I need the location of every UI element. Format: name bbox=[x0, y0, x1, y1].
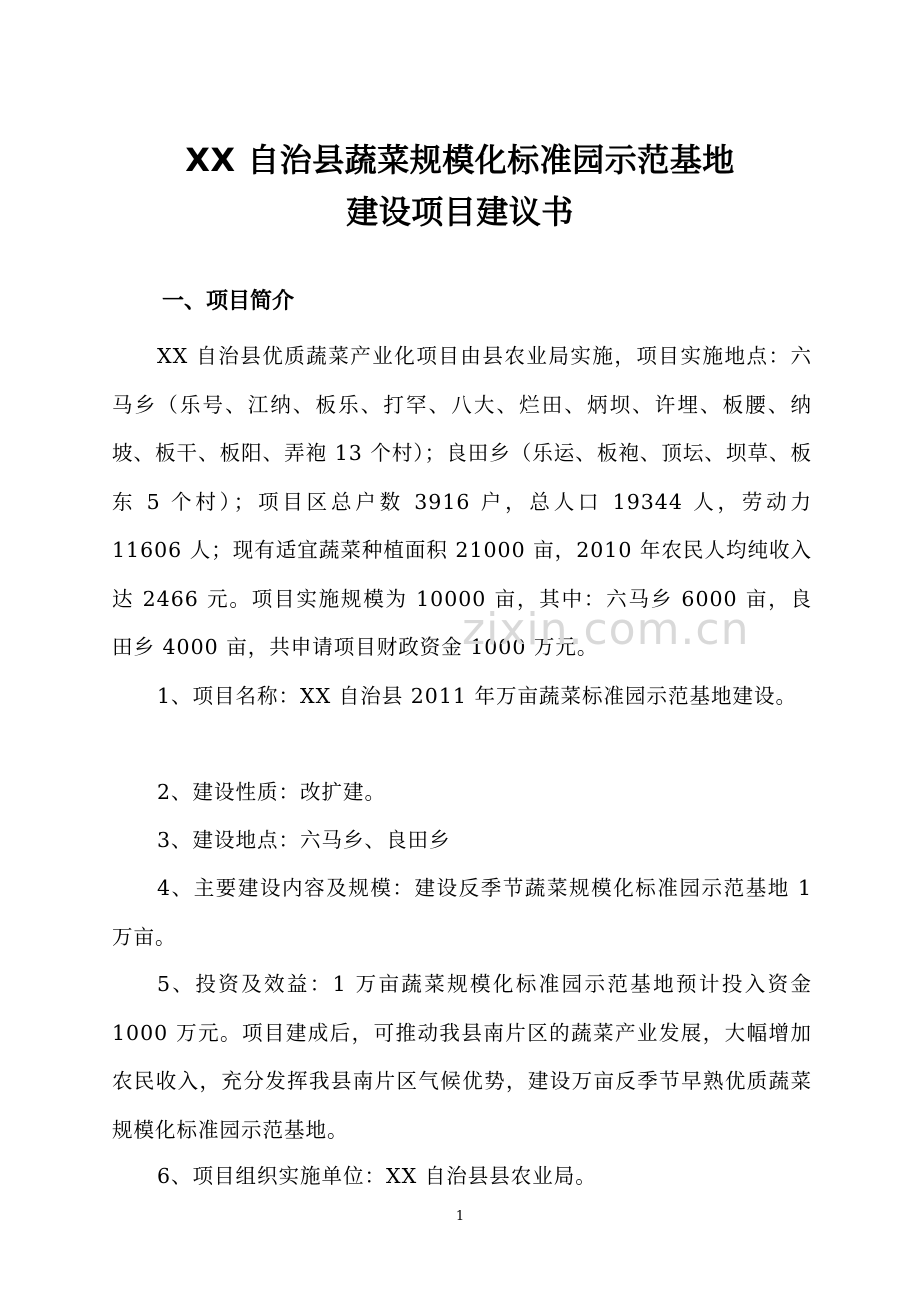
document-title-line2: 建设项目建议书 bbox=[346, 193, 574, 231]
watermark: zixin.com.cn bbox=[462, 604, 750, 655]
item-construction-content: 4、主要建设内容及规模：建设反季节蔬菜规模化标准园示范基地 1 万亩。 bbox=[112, 876, 812, 949]
item-construction-nature: 2、建设性质：改扩建。 bbox=[157, 780, 387, 804]
item-project-name: 1、项目名称：XX 自治县 2011 年万亩蔬菜标准园示范基地建设。 bbox=[157, 684, 797, 708]
item-investment-benefit: 5、投资及效益：1 万亩蔬菜规模化标准园示范基地预计投入资金 1000 万元。项目建成后，可推动我县南片区的蔬菜产业发展，大幅增加农民收入，充分发挥我县南片区气候优势，建设万亩反季节早熟优质蔬菜规模化标准园示范基地。 bbox=[112, 972, 812, 1142]
intro-paragraph: XX 自治县优质蔬菜产业化项目由县农业局实施，项目实施地点：六马乡（乐号、江纳、板乐、打罕、八大、烂田、炳坝、许埋、板腰、纳坡、板干、板阳、弄袍 13 个村）；良田乡（乐运、板袍、顶坛、坝草、板东 5 个村）；项目区总户数 3916 户，总人口 19344 人，劳动力 11606 人；现有适宜蔬菜种植面积 21000 亩，2010 年农民人均纯收入达 2466 元。项目实施规模为 10000 亩，其中：六马乡 6000 亩，良田乡 4000 亩，共申请项目财政资金 1000 万元。 bbox=[112, 344, 812, 659]
item-construction-location: 3、建设地点：六马乡、良田乡 bbox=[157, 828, 451, 852]
item-implementing-unit: 6、项目组织实施单位：XX 自治县县农业局。 bbox=[157, 1164, 597, 1188]
page-number: 1 bbox=[455, 1209, 465, 1224]
document-title-line1: XX 自治县蔬菜规模化标准园示范基地 bbox=[185, 141, 735, 179]
section-heading: 一、项目简介 bbox=[162, 289, 295, 314]
